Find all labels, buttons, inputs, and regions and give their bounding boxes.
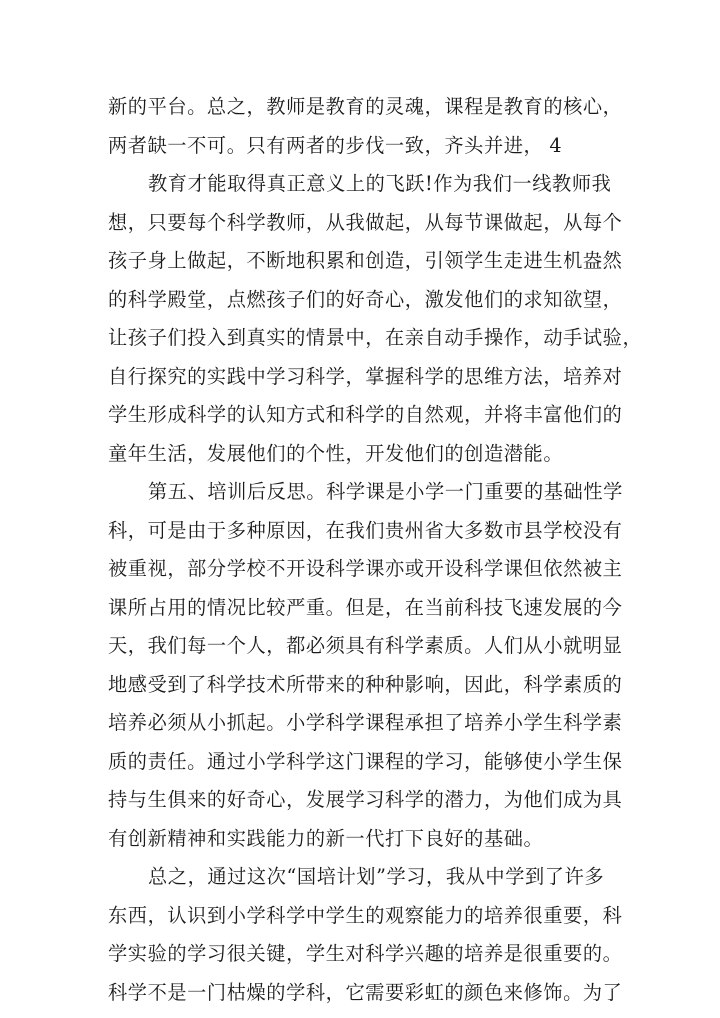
- text-line: 被重视，部分学校不开设科学课亦或开设科学课但依然被主: [108, 557, 623, 580]
- paragraph-start-line: 总之，通过这次“国培计划”学习，我从中学到了许多: [148, 865, 605, 888]
- text-line: 想，只要每个科学教师，从我做起，从每节课做起，从每个: [108, 210, 623, 234]
- text-line: 学生形成科学的认知方式和科学的自然观，并将丰富他们的: [108, 403, 623, 426]
- text-line: 东西，认识到小学科学中学生的观察能力的培养很重要，科: [108, 903, 623, 927]
- paragraph-start-line: 教育才能取得真正意义上的飞跃!作为我们一线教师我: [148, 172, 612, 195]
- text-line: 天，我们每一个人，都必须具有科学素质。人们从小就明显: [108, 634, 623, 657]
- text-line: 课所占用的情况比较严重。但是，在当前科技飞速发展的今: [108, 595, 623, 619]
- text-line-content: 两者缺一不可。只有两者的步伐一致，齐头并进，: [108, 133, 544, 157]
- text-line: 持与生俱来的好奇心，发展学习科学的潜力，为他们成为具: [108, 788, 623, 811]
- page-number: 4: [549, 133, 563, 157]
- text-line: 让孩子们投入到真实的情景中，在亲自动手操作，动手试验，: [108, 326, 643, 349]
- text-line: [108, 127, 628, 166]
- text-line: 质的责任。通过小学科学这门课程的学习，能够使小学生保: [108, 749, 623, 773]
- paragraph-start-line: 第五、培训后反思。科学课是小学一门重要的基础性学: [148, 480, 623, 503]
- text-line: 新的平台。总之，教师是教育的灵魂，课程是教育的核心，: [108, 95, 623, 118]
- text-line: 有创新精神和实践能力的新一代打下良好的基础。: [108, 826, 544, 850]
- text-line: 自行探究的实践中学习科学，掌握科学的思维方法，培养对: [108, 364, 623, 388]
- text-line: 培养必须从小抓起。小学科学课程承担了培养小学生科学素: [108, 711, 623, 734]
- text-line: 学实验的学习很关键，学生对科学兴趣的培养是很重要的。: [108, 942, 623, 965]
- text-line: 童年生活，发展他们的个性，开发他们的创造潜能。: [108, 441, 564, 465]
- body-text: [108, 88, 643, 1012]
- text-line: 的科学殿堂，点燃孩子们的好奇心，激发他们的求知欲望，: [108, 287, 623, 311]
- text-line: 孩子身上做起，不断地积累和创造，引领学生走进生机盎然: [108, 249, 623, 272]
- text-line: 科，可是由于多种原因，在我们贵州省大多数市县学校没有: [108, 518, 623, 542]
- text-line: 科学不是一门枯燥的学科，它需要彩虹的颜色来修饰。为了: [108, 980, 623, 1004]
- text-line: 地感受到了科学技术所带来的种种影响，因此，科学素质的: [108, 672, 623, 696]
